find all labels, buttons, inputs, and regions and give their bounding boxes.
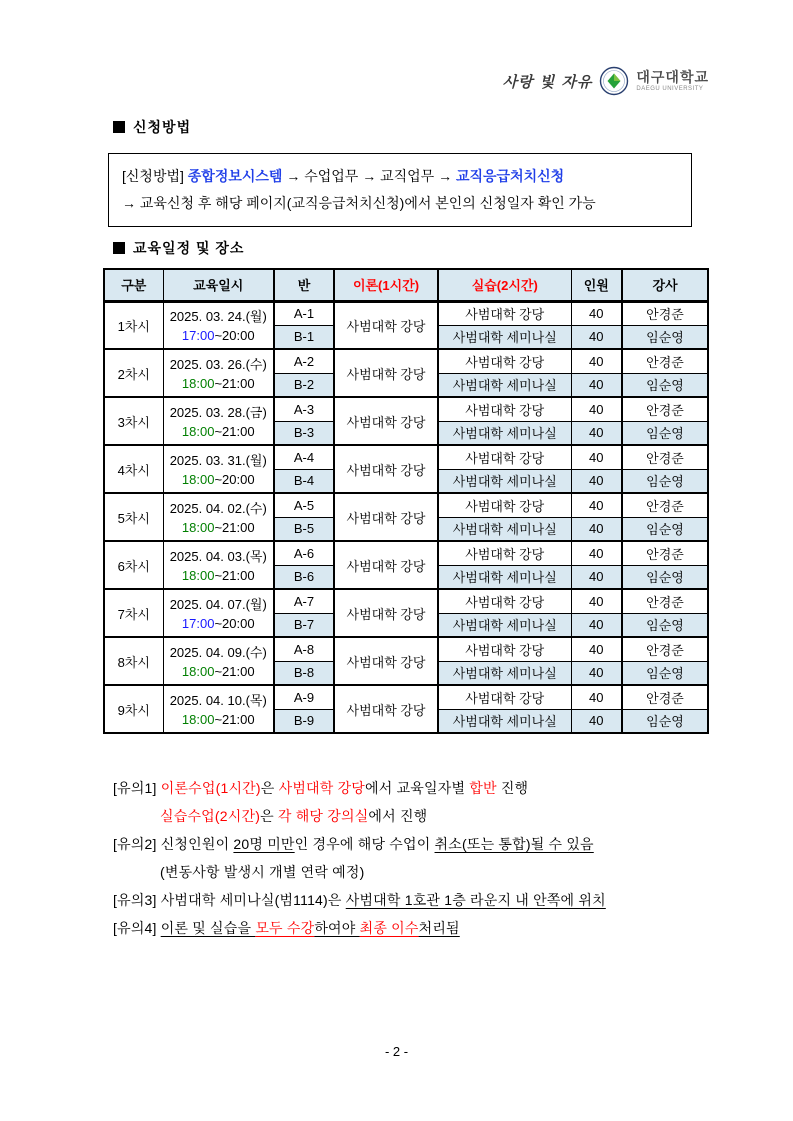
section-bullet-icon [113,242,125,254]
university-name [636,70,709,92]
note-line [113,774,723,802]
capacity-cell: 40 [571,349,622,373]
practice-cell: 사범대학 세미나실 [438,517,571,541]
column-header: 인원 [571,269,622,301]
capacity-cell: 40 [571,469,622,493]
logo-slogan-text: 사랑 빛 자유 [502,72,593,91]
time-end: ~20:00 [214,328,255,344]
text-segment: → 수업업무 → 교직업무 → [282,168,456,184]
note-line [113,914,723,942]
page-number: - 2 - [384,1044,409,1059]
time-end: ~20:00 [214,616,255,631]
time-start: 18:00 [181,424,215,439]
text-segment: 인 경우에 해당 수업이 [294,836,435,852]
text-segment: [유의3] 사범대학 세미나실(범1114)은 [113,892,346,908]
session-cell: 3차시 [104,397,163,445]
instructor-cell: 안경준 [622,445,708,469]
practice-cell: 사범대학 세미나실 [438,565,571,589]
practice-cell: 사범대학 세미나실 [438,709,571,733]
practice-cell: 사범대학 강당 [438,637,571,661]
table-row [104,301,708,325]
session-cell: 4차시 [104,445,163,493]
class-cell: A-9 [274,685,334,709]
theory-cell: 사범대학 강당 [334,349,438,397]
practice-cell: 사범대학 강당 [438,301,571,325]
time-text [164,422,274,441]
date-text: 2025. 04. 09.(수) [169,645,267,660]
time-start: 17:00 [181,616,215,631]
date-text: 2025. 03. 26.(수) [169,357,267,372]
class-cell: A-4 [274,445,334,469]
table-header-row [104,269,708,301]
session-cell: 7차시 [104,589,163,637]
column-header: 구분 [104,269,163,301]
time-text [164,374,274,393]
date-cell [163,589,274,637]
practice-cell: 사범대학 세미나실 [438,421,571,445]
instructor-cell: 임순영 [622,661,708,685]
capacity-cell: 40 [571,589,622,613]
column-header: 교육일시 [163,269,274,301]
date-text: 2025. 03. 31.(월) [169,453,267,468]
text-segment: 이론 및 실습을 [160,920,256,936]
capacity-cell: 40 [571,373,622,397]
section-heading-apply [113,117,191,137]
text-segment: [신청방법] [122,168,188,184]
time-end: ~21:00 [214,424,255,439]
text-segment: (변동사항 발생시 개별 연락 예정) [160,864,365,880]
schedule-table-wrap [103,268,709,734]
capacity-cell: 40 [571,325,622,349]
practice-cell: 사범대학 강당 [438,445,571,469]
note-line [113,802,723,830]
time-start: 17:00 [181,328,215,344]
capacity-cell: 40 [571,397,622,421]
time-end: ~21:00 [214,568,255,583]
text-segment: 에서 진행 [368,808,428,824]
university-name-en: DAEGU UNIVERSITY [636,86,704,92]
text-segment: 종합정보시스템 [187,168,283,184]
class-cell: B-6 [274,565,334,589]
date-cell [163,685,274,733]
text-segment: 진행 [496,780,529,796]
time-start: 18:00 [181,712,215,727]
class-cell: A-1 [274,301,334,325]
column-header: 이론(1시간) [334,269,438,301]
instructor-cell: 임순영 [622,421,708,445]
class-cell: B-3 [274,421,334,445]
text-segment: 처리됨 [418,920,460,936]
class-cell: B-9 [274,709,334,733]
capacity-cell: 40 [571,709,622,733]
text-segment: 은 [260,808,278,824]
table-row [104,493,708,517]
date-cell [163,637,274,685]
time-text [164,710,274,729]
section-title-schedule: 교육일정 및 장소 [133,240,245,256]
date-cell [163,541,274,589]
theory-cell: 사범대학 강당 [334,637,438,685]
theory-cell: 사범대학 강당 [334,685,438,733]
class-cell: B-4 [274,469,334,493]
time-text [164,566,274,585]
instructor-cell: 임순영 [622,613,708,637]
text-segment: 최종 이수 [359,920,419,936]
time-start: 18:00 [181,376,215,391]
time-start: 18:00 [181,520,215,535]
practice-cell: 사범대학 세미나실 [438,661,571,685]
class-cell: B-2 [274,373,334,397]
university-name-kr: 대구대학교 [636,69,709,85]
instructor-cell: 안경준 [622,349,708,373]
instructor-cell: 안경준 [622,637,708,661]
apply-box-line2 [122,190,678,217]
instructor-cell: 임순영 [622,325,708,349]
capacity-cell: 40 [571,517,622,541]
section-heading-schedule [113,238,244,258]
date-cell [163,349,274,397]
text-segment: 합반 [469,780,497,796]
session-cell: 6차시 [104,541,163,589]
class-cell: A-6 [274,541,334,565]
text-segment: 20명 미만 [233,836,295,852]
university-logo [502,66,709,96]
text-segment: 에서 교육일자별 [365,780,470,796]
text-segment: 사범대학 강당 [278,780,366,796]
time-text [164,518,274,537]
date-cell [163,397,274,445]
theory-cell: 사범대학 강당 [334,493,438,541]
practice-cell: 사범대학 세미나실 [438,613,571,637]
class-cell: B-1 [274,325,334,349]
instructor-cell: 임순영 [622,709,708,733]
instructor-cell: 임순영 [622,565,708,589]
section-bullet-icon [113,121,125,133]
text-segment: 각 해당 강의실 [277,808,369,824]
session-cell: 1차시 [104,301,163,349]
text-segment: 실습수업(2시간) [160,808,261,824]
date-text: 2025. 04. 07.(월) [169,597,267,612]
theory-cell: 사범대학 강당 [334,301,438,349]
time-end: ~21:00 [214,376,255,391]
column-header: 실습(2시간) [438,269,571,301]
column-header: 반 [274,269,334,301]
text-segment: 취소(또는 통합)될 수 있음 [434,836,594,852]
capacity-cell: 40 [571,613,622,637]
class-cell: A-3 [274,397,334,421]
note-line [113,830,723,858]
theory-cell: 사범대학 강당 [334,541,438,589]
time-start: 18:00 [181,568,215,583]
capacity-cell: 40 [571,637,622,661]
capacity-cell: 40 [571,661,622,685]
practice-cell: 사범대학 세미나실 [438,373,571,397]
date-text: 2025. 04. 02.(수) [169,501,267,516]
time-text [164,614,274,633]
practice-cell: 사범대학 세미나실 [438,469,571,493]
time-text [164,470,274,489]
time-end: ~21:00 [214,664,255,679]
class-cell: A-2 [274,349,334,373]
text-segment: 사범대학 1호관 1층 라운지 내 안쪽에 위치 [345,892,606,908]
note-line [113,886,723,914]
apply-box-line1 [122,163,678,190]
instructor-cell: 안경준 [622,541,708,565]
class-cell: B-5 [274,517,334,541]
capacity-cell: 40 [571,301,622,325]
theory-cell: 사범대학 강당 [334,397,438,445]
instructor-cell: 안경준 [622,685,708,709]
date-cell [163,493,274,541]
time-start: 18:00 [181,472,215,487]
session-cell: 2차시 [104,349,163,397]
class-cell: B-7 [274,613,334,637]
table-row [104,397,708,421]
university-emblem-icon [599,66,629,96]
date-text: 2025. 03. 24.(월) [169,309,267,325]
instructor-cell: 안경준 [622,589,708,613]
time-end: ~21:00 [214,520,255,535]
schedule-table [103,268,709,734]
capacity-cell: 40 [571,493,622,517]
date-text: 2025. 04. 03.(목) [169,549,267,564]
time-text [164,662,274,681]
theory-cell: 사범대학 강당 [334,589,438,637]
table-row [104,349,708,373]
class-cell: A-7 [274,589,334,613]
capacity-cell: 40 [571,541,622,565]
capacity-cell: 40 [571,421,622,445]
instructor-cell: 임순영 [622,517,708,541]
text-segment: 모두 수강 [255,920,315,936]
note-line [113,858,723,886]
text-segment: [유의2] 신청인원이 [113,836,234,852]
date-text: 2025. 04. 10.(목) [169,693,267,708]
text-segment: 이론수업(1시간) [160,780,261,796]
practice-cell: 사범대학 강당 [438,493,571,517]
table-row [104,445,708,469]
time-start: 18:00 [181,664,215,679]
capacity-cell: 40 [571,565,622,589]
table-row [104,685,708,709]
instructor-cell: 안경준 [622,493,708,517]
date-cell [163,445,274,493]
text-segment: [유의1] [113,780,161,796]
apply-method-box [108,153,692,227]
text-segment: → 교육신청 후 해당 페이지(교직응급처치신청)에서 본인의 신청일자 확인 가능 [122,195,596,211]
text-segment: 교직응급처치신청 [455,168,565,184]
session-cell: 8차시 [104,637,163,685]
capacity-cell: 40 [571,685,622,709]
instructor-cell: 안경준 [622,397,708,421]
time-end: ~21:00 [214,712,255,727]
date-text: 2025. 03. 28.(금) [169,405,267,420]
practice-cell: 사범대학 강당 [438,541,571,565]
capacity-cell: 40 [571,445,622,469]
theory-cell: 사범대학 강당 [334,445,438,493]
time-end: ~20:00 [214,472,255,487]
practice-cell: 사범대학 강당 [438,685,571,709]
column-header: 강사 [622,269,708,301]
class-cell: A-5 [274,493,334,517]
practice-cell: 사범대학 강당 [438,397,571,421]
class-cell: B-8 [274,661,334,685]
session-cell: 9차시 [104,685,163,733]
instructor-cell: 임순영 [622,373,708,397]
class-cell: A-8 [274,637,334,661]
table-row [104,637,708,661]
table-row [104,541,708,565]
practice-cell: 사범대학 강당 [438,349,571,373]
session-cell: 5차시 [104,493,163,541]
date-cell [163,301,274,349]
instructor-cell: 안경준 [622,301,708,325]
notes-section [113,774,723,942]
practice-cell: 사범대학 세미나실 [438,325,571,349]
section-title-apply: 신청방법 [133,119,192,135]
text-segment: 하여야 [314,920,360,936]
text-segment: [유의4] [113,920,161,936]
practice-cell: 사범대학 강당 [438,589,571,613]
time-text [164,326,274,345]
text-segment: 은 [260,780,279,796]
instructor-cell: 임순영 [622,469,708,493]
table-row [104,589,708,613]
